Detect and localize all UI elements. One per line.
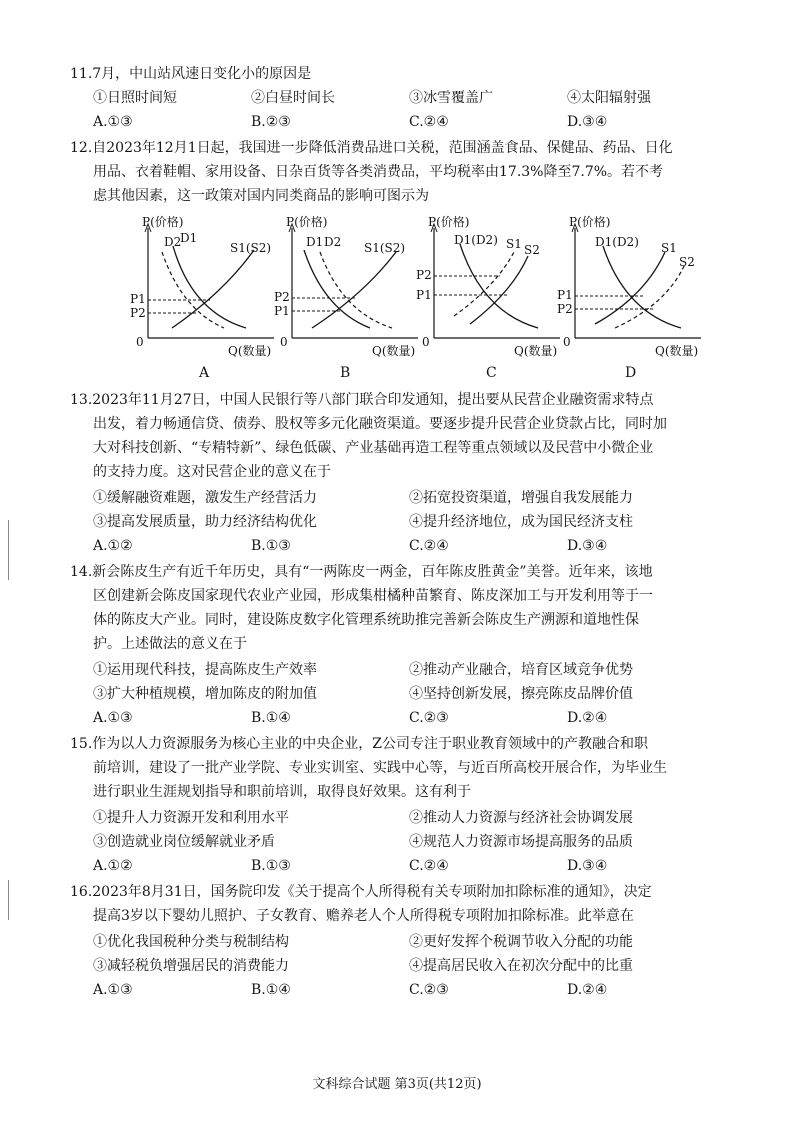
graph-b-p-label-2: P1: [274, 304, 290, 318]
q14-choice-d: D.②④: [567, 710, 608, 726]
q14-line-4: 护。上述做法的意义在于: [93, 636, 247, 652]
q13-item-3: ③提高发展质量，助力经济结构优化: [93, 514, 317, 530]
q14-line-2: 区创建新会陈皮国家现代农业产业园，形成集柑橘种苗繁育、陈皮深加工与开发利用等于一: [93, 588, 653, 604]
graph-d-p-label-1: P1: [557, 288, 573, 302]
q12-line-3: 虑其他因素，这一政策对国内同类商品的影响可图示为: [93, 188, 429, 204]
graph-b-origin: 0: [280, 335, 288, 349]
page-footer: 文科综合试题 第3页(共12页): [312, 1077, 482, 1092]
q13-item-1: ①缓解融资难题，激发生产经营活力: [93, 490, 317, 506]
q14-choice-c: C.②③: [409, 710, 449, 726]
graph-c-d-label: D1(D2): [454, 233, 498, 247]
q15-choice-d: D.③④: [567, 858, 608, 874]
graph-a-xlabel: Q(数量): [228, 344, 272, 358]
q13-choice-c: C.②④: [409, 538, 449, 554]
graph-a-d-label-1: D2: [164, 235, 182, 249]
graph-d-d-label: D1(D2): [595, 235, 639, 249]
q14-item-4: ④坚持创新发展，擦亮陈皮品牌价值: [409, 686, 633, 702]
graph-a-caption: A: [199, 365, 210, 381]
q15-choice-a: A.①②: [93, 858, 133, 874]
q13-line-3: 大对科技创新、“专精特新”、绿色低碳、产业基础再造工程等重点领域以及民营中小微企业: [93, 440, 654, 456]
supply-demand-graph-c: [414, 212, 564, 362]
graph-b-d-label-1: D1: [306, 235, 324, 249]
q16-item-3: ③减轻税负增强居民的消费能力: [93, 958, 289, 974]
graph-a-p-label-2: P2: [130, 306, 146, 320]
graph-b-ylabel: P(价格): [286, 215, 328, 229]
q15-item-3: ③创造就业岗位缓解就业矛盾: [93, 834, 275, 850]
graph-c-caption: C: [486, 365, 497, 381]
graph-d-origin: 0: [563, 335, 571, 349]
q11-item-4: ④太阳辐射强: [567, 90, 651, 106]
q15-item-1: ①提升人力资源开发和利用水平: [93, 810, 289, 826]
graph-d-s-label-1: S1: [661, 241, 677, 255]
graph-a-d-label-2: D1: [180, 231, 198, 245]
q16-line-1: 16.2023年8月31日，国务院印发《关于提高个人所得税有关专项附加扣除标准的通知》，决定: [70, 884, 652, 900]
scan-edge-mark: [8, 880, 9, 920]
q13-choice-a: A.①②: [93, 538, 133, 554]
q14-line-3: 体的陈皮大产业。同时，建设陈皮数字化管理系统助推完善新会陈皮生产溯源和道地性保: [93, 612, 639, 628]
graph-a-s-label: S1(S2): [230, 241, 272, 255]
graph-d-caption: D: [625, 365, 637, 381]
q11-item-1: ①日照时间短: [93, 90, 177, 106]
graph-c-xlabel: Q(数量): [514, 344, 558, 358]
q14-item-1: ①运用现代科技，提高陈皮生产效率: [93, 662, 317, 678]
q13-choice-d: D.③④: [567, 538, 608, 554]
q16-choice-c: C.②③: [409, 982, 449, 998]
graph-c-s-label-1: S1: [506, 237, 522, 251]
supply-demand-graph-b: [272, 212, 422, 362]
q16-item-2: ②更好发挥个税调节收入分配的功能: [409, 934, 633, 950]
q15-line-1: 15.作为以人力资源服务为核心主业的中央企业，Z公司专注于职业教育领域中的产教融合和职: [70, 736, 648, 752]
graph-c-p-label-1: P2: [416, 268, 432, 282]
q13-item-2: ②拓宽投资渠道，增强自我发展能力: [409, 490, 633, 506]
graph-d-p-label-2: P2: [557, 302, 573, 316]
graph-b-p-label-1: P2: [274, 290, 290, 304]
q11-choice-a: A.①③: [93, 114, 133, 130]
q16-item-4: ④提高居民收入在初次分配中的比重: [409, 958, 633, 974]
q13-line-2: 出发，着力畅通信贷、债券、股权等多元化融资渠道。要逐步提升民营企业贷款占比，同时加: [93, 416, 667, 432]
graph-b-caption: B: [340, 365, 351, 381]
graph-c-s-label-2: S2: [524, 243, 540, 257]
graph-a-ylabel: P(价格): [142, 215, 184, 229]
graph-d-s-label-2: S2: [679, 255, 695, 269]
q15-line-2: 前培训，建设了一批产业学院、专业实训室、实践中心等，与近百所高校开展合作，为毕业生: [93, 760, 667, 776]
graph-c-origin: 0: [422, 335, 430, 349]
q11-item-2: ②白昼时间长: [251, 90, 335, 106]
graph-b-xlabel: Q(数量): [372, 344, 416, 358]
q16-choice-b: B.①④: [251, 982, 291, 998]
q13-line-1: 13.2023年11月27日，中国人民银行等八部门联合印发通知，提出要从民营企业融资需求特点: [70, 392, 654, 408]
q13-item-4: ④提升经济地位，成为国民经济支柱: [409, 514, 633, 530]
graph-b-s-label: S1(S2): [364, 241, 406, 255]
q13-choice-b: B.①③: [251, 538, 291, 554]
q11-choice-c: C.②④: [409, 114, 449, 130]
q14-choice-b: B.①④: [251, 710, 291, 726]
q16-choice-a: A.①③: [93, 982, 133, 998]
q15-choice-b: B.①③: [251, 858, 291, 874]
graph-d-ylabel: P(价格): [569, 215, 611, 229]
graph-d-xlabel: Q(数量): [655, 344, 699, 358]
supply-demand-graph-a: [128, 212, 278, 362]
q11-stem: 11.7月，中山站风速日变化小的原因是: [70, 66, 312, 82]
graph-a-p-label-1: P1: [130, 292, 146, 306]
graph-c-ylabel: P(价格): [428, 215, 470, 229]
graph-b-d-label-2: D2: [324, 235, 342, 249]
q14-item-2: ②推动产业融合，培育区域竞争优势: [409, 662, 633, 678]
q15-choice-c: C.②④: [409, 858, 449, 874]
q13-line-4: 的支持力度。这对民营企业的意义在于: [93, 464, 331, 480]
q11-choice-d: D.③④: [567, 114, 608, 130]
q14-line-1: 14.新会陈皮生产有近千年历史，具有“一两陈皮一两金，百年陈皮胜黄金”美誉。近年来，该地: [70, 564, 653, 580]
q11-choice-b: B.②③: [251, 114, 291, 130]
q12-line-2: 用品、衣着鞋帽、家用设备、日杂百货等各类消费品，平均税率由17.3%降至7.7%。若不考: [93, 164, 664, 180]
supply-demand-graph-d: [555, 212, 705, 362]
q16-line-2: 提高3岁以下婴幼儿照护、子女教育、赡养老人个人所得税专项附加扣除标准。此举意在: [93, 908, 634, 924]
q15-item-2: ②推动人力资源与经济社会协调发展: [409, 810, 633, 826]
q12-line-1: 12.自2023年12月1日起，我国进一步降低消费品进口关税，范围涵盖食品、保健品、药品、日化: [70, 140, 673, 156]
q16-item-1: ①优化我国税种分类与税制结构: [93, 934, 289, 950]
graph-a-origin: 0: [136, 335, 144, 349]
q11-item-3: ③冰雪覆盖广: [409, 90, 493, 106]
scan-edge-mark: [8, 520, 9, 580]
q14-item-3: ③扩大种植规模，增加陈皮的附加值: [93, 686, 317, 702]
q16-choice-d: D.②④: [567, 982, 608, 998]
q15-line-3: 进行职业生涯规划指导和职前培训，取得良好效果。这有利于: [93, 784, 471, 800]
q14-choice-a: A.①③: [93, 710, 133, 726]
q15-item-4: ④规范人力资源市场提高服务的品质: [409, 834, 633, 850]
graph-c-p-label-2: P1: [416, 288, 432, 302]
